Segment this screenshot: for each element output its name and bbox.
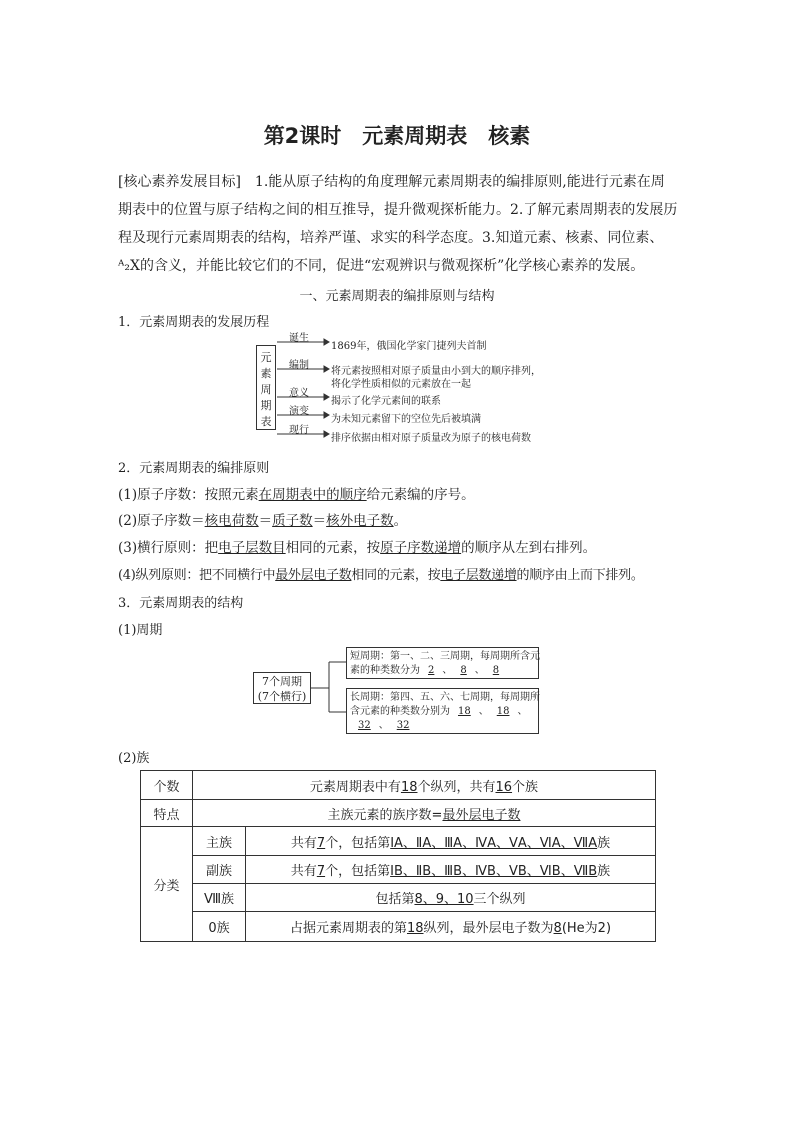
- history-label: 现行: [289, 425, 309, 436]
- answer: 8: [492, 665, 500, 676]
- sep: 、: [378, 720, 389, 731]
- answer: 电子层数递增: [440, 568, 517, 583]
- text: 占据元素周期表的第: [289, 921, 407, 936]
- text: (4)纵列原则：把不同横行中: [118, 568, 276, 583]
- history-desc: 排序依据由相对原子质量改为原子的核电荷数: [331, 433, 531, 444]
- short-period-box: [346, 647, 539, 679]
- text: 共有: [290, 835, 317, 851]
- text: 相同的元素，按: [351, 568, 441, 583]
- history-label: 诞生: [289, 333, 309, 344]
- answer: ⅠB、ⅡB、ⅢB、ⅣB、ⅤB、ⅥB、ⅦB: [390, 864, 598, 879]
- history-desc: 将化学性质相似的元素放在一起: [331, 379, 471, 390]
- table-row: [141, 800, 656, 827]
- answer: 电子层数目: [218, 540, 286, 556]
- answer: 18: [496, 706, 510, 717]
- answer: 核外电子数: [326, 513, 394, 529]
- history-desc: 1869年，俄国化学家门捷列夫首制: [331, 341, 487, 352]
- period-root-line: (7个横行): [257, 690, 307, 703]
- text: 。: [393, 513, 408, 529]
- text: 个，包括第: [325, 835, 391, 851]
- text: 含元素的种类数分别为: [350, 706, 450, 717]
- row-header: 特点: [141, 800, 193, 827]
- page-title: 第2课时 元素周期表 核素: [263, 124, 531, 148]
- answer: 8、9、10: [414, 892, 474, 907]
- table-row: [141, 771, 656, 800]
- heading-structure: 3．元素周期表的结构: [118, 596, 244, 611]
- rule-3: [118, 536, 596, 556]
- long-period-values-2: [350, 719, 535, 733]
- root-char: 期: [260, 399, 272, 412]
- root-char: 元: [260, 351, 272, 364]
- sub-header: 副族: [193, 856, 246, 884]
- text: 的顺序从左到右排列。: [461, 540, 597, 556]
- text: 个纵列，共有: [417, 779, 496, 795]
- answer: 32: [396, 720, 410, 731]
- rule-1: [118, 483, 475, 503]
- text: ＝: [258, 513, 273, 529]
- period-label: (1)周期: [118, 623, 163, 638]
- answer: 7: [316, 835, 326, 851]
- period-diagram: [253, 640, 543, 740]
- long-period-values: [350, 705, 535, 719]
- answer: 2: [428, 665, 435, 676]
- long-period-line: 长周期：第四、五、六、七周期，每周期所: [350, 692, 540, 703]
- text: 元素周期表中有: [309, 779, 401, 795]
- table-row: [141, 884, 656, 912]
- answer: 8: [553, 921, 562, 936]
- sub-header: 主族: [193, 827, 246, 856]
- text: (1)原子序数：按照元素: [118, 487, 259, 503]
- sep: 、: [474, 665, 485, 676]
- answer: 32: [358, 720, 371, 731]
- text: 三个纵列: [473, 892, 526, 907]
- text: (3)横行原则：把: [118, 540, 219, 556]
- row-content: [246, 827, 656, 856]
- text: 个族: [512, 779, 539, 795]
- heading-rules: 2．元素周期表的编排原则: [118, 461, 270, 476]
- section-heading: 一、元素周期表的编排原则与结构: [299, 289, 495, 304]
- history-diagram: [256, 333, 546, 443]
- row-content: [246, 884, 656, 912]
- rule-2: [118, 509, 407, 529]
- period-root-line: 7个周期: [262, 675, 302, 688]
- text: 共有: [290, 864, 317, 879]
- history-label: 演变: [289, 406, 309, 417]
- row-content: [193, 771, 656, 800]
- row-content: [246, 912, 656, 942]
- history-desc: 揭示了化学元素间的联系: [331, 396, 441, 407]
- text: 相同的元素，按: [285, 540, 381, 556]
- sep: 、: [517, 706, 528, 717]
- core-goals-paragraph: [核心素养发展目标] 1.能从原子结构的角度理解元素周期表的编排原则,能进行元素在周期表中的位置与原子结构之间的相互推导，提升微观探析能力。2.了解元素周期表的发展历程及现行元素周期表的结构，培养严谨、求实的科学态度。3.知道元素、核素、同位素、ᴬ₂X的含义，并能比较它们的不同，促进“宏观辨识与微观探析”化学核心素养的发展。: [118, 174, 678, 274]
- short-period-line: 短周期：第一、二、三周期，每周期所含元: [350, 651, 540, 662]
- text: (2)原子序数＝: [118, 513, 205, 529]
- row-content: [193, 800, 656, 827]
- text: 素的种类数分为: [350, 665, 420, 676]
- sub-header: 0族: [193, 912, 246, 942]
- row-header: 个数: [141, 771, 193, 800]
- answer: 原子序数递增: [380, 540, 462, 556]
- root-char: 素: [260, 367, 272, 380]
- period-brace: [253, 640, 353, 740]
- text: 个，包括第: [325, 864, 391, 879]
- answer: 16: [495, 779, 513, 795]
- answer: 最外层电子数: [275, 568, 352, 583]
- history-desc: 为未知元素留下的空位先后被填满: [331, 414, 481, 425]
- long-period-box: [346, 688, 539, 734]
- answer: 18: [400, 779, 418, 795]
- heading-history: 1．元素周期表的发展历程: [118, 315, 270, 330]
- answer: 最外层电子数: [442, 807, 521, 823]
- sep: 、: [478, 706, 489, 717]
- group-label: (2)族: [118, 751, 150, 766]
- answer: 18: [406, 921, 424, 936]
- rule-4: [118, 564, 644, 583]
- history-label: 编制: [289, 360, 309, 371]
- answer: 8: [460, 665, 467, 676]
- answer: 核电荷数: [204, 513, 259, 529]
- table-row: [141, 912, 656, 942]
- sep: 、: [442, 665, 453, 676]
- text: 纵列，最外层电子数为: [423, 921, 554, 936]
- table-row: [141, 856, 656, 884]
- row-content: [246, 856, 656, 884]
- group-table: [140, 770, 656, 942]
- text: 的顺序由上而下排列。: [516, 568, 644, 583]
- answer: 在周期表中的顺序: [258, 487, 367, 503]
- text: 族: [597, 835, 611, 851]
- root-char: 表: [260, 415, 272, 428]
- text: (He为2): [561, 921, 612, 936]
- text: ＝: [312, 513, 327, 529]
- short-period-values: [350, 664, 535, 678]
- sub-header: Ⅷ族: [193, 884, 246, 912]
- history-label: 意义: [289, 388, 309, 399]
- text: 主族元素的族序数=: [327, 807, 443, 823]
- history-desc: 将元素按照相对原子质量由小到大的顺序排列，: [331, 366, 541, 377]
- answer: ⅠA、ⅡA、ⅢA、ⅣA、ⅤA、ⅥA、ⅦA: [390, 835, 598, 851]
- table-row: [141, 827, 656, 856]
- text: 族: [597, 864, 611, 879]
- answer: 18: [458, 706, 471, 717]
- answer: 7: [316, 864, 326, 879]
- root-char: 周: [260, 383, 272, 396]
- text: 给元素编的序号。: [366, 487, 475, 503]
- row-header: 分类: [141, 827, 193, 942]
- text: 包括第: [375, 892, 415, 907]
- answer: 质子数: [272, 513, 313, 529]
